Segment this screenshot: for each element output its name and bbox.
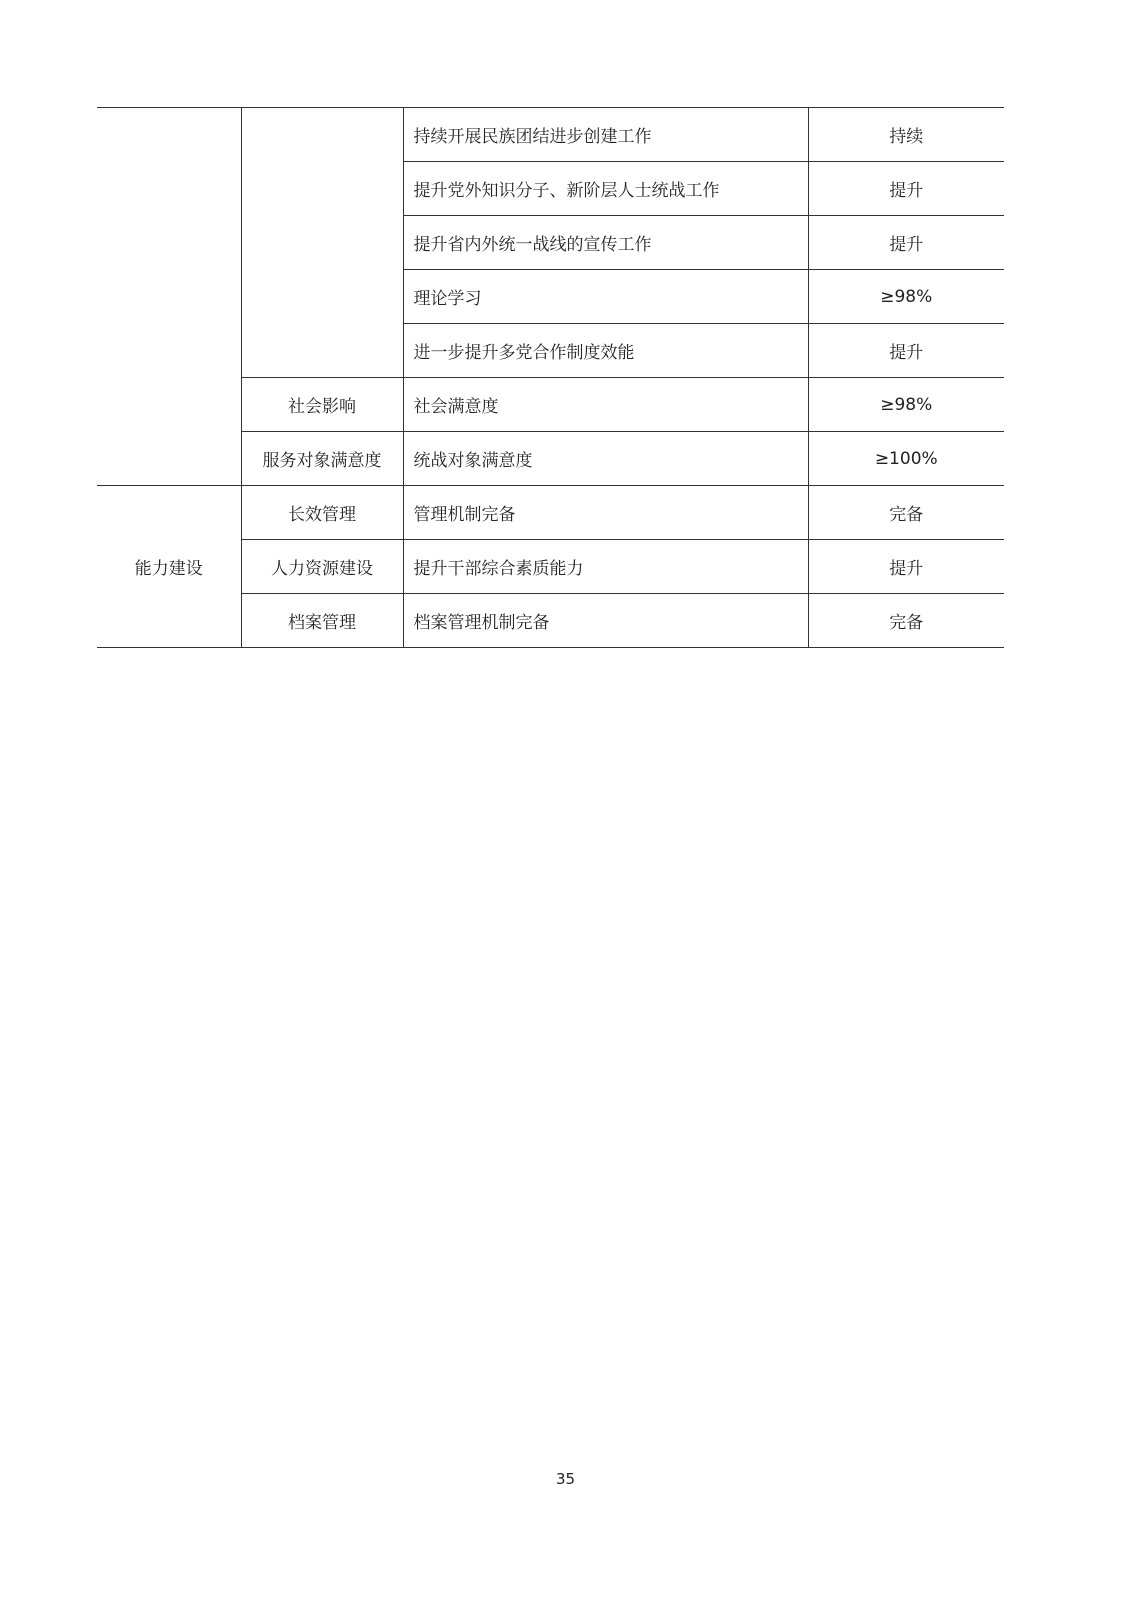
indicator-cell: 提升干部综合素质能力 xyxy=(403,540,808,594)
indicator-cell: 理论学习 xyxy=(403,270,808,324)
performance-indicator-table xyxy=(97,107,1004,648)
table-row xyxy=(97,486,1004,540)
indicator-cell: 提升党外知识分子、新阶层人士统战工作 xyxy=(403,162,808,216)
level2-cell: 社会影响 xyxy=(241,378,403,432)
target-cell: 提升 xyxy=(808,324,1004,378)
indicator-cell: 进一步提升多党合作制度效能 xyxy=(403,324,808,378)
level2-cell: 人力资源建设 xyxy=(241,540,403,594)
indicator-cell: 管理机制完备 xyxy=(403,486,808,540)
target-cell: 完备 xyxy=(808,594,1004,648)
target-cell: 提升 xyxy=(808,540,1004,594)
level2-cell: 长效管理 xyxy=(241,486,403,540)
target-cell: 提升 xyxy=(808,216,1004,270)
indicator-cell: 持续开展民族团结进步创建工作 xyxy=(403,108,808,162)
indicator-cell: 社会满意度 xyxy=(403,378,808,432)
target-cell: 持续 xyxy=(808,108,1004,162)
page-number: 35 xyxy=(555,1470,576,1488)
target-cell: 提升 xyxy=(808,162,1004,216)
indicator-cell: 统战对象满意度 xyxy=(403,432,808,486)
indicator-cell: 档案管理机制完备 xyxy=(403,594,808,648)
target-cell: ≥98% xyxy=(808,378,1004,432)
indicator-cell: 提升省内外统一战线的宣传工作 xyxy=(403,216,808,270)
level2-cell xyxy=(241,108,403,378)
level1-cell xyxy=(97,108,241,486)
level1-cell: 能力建设 xyxy=(97,486,241,648)
table-row xyxy=(97,108,1004,162)
level2-cell: 档案管理 xyxy=(241,594,403,648)
level2-cell: 服务对象满意度 xyxy=(241,432,403,486)
target-cell: 完备 xyxy=(808,486,1004,540)
target-cell: ≥100% xyxy=(808,432,1004,486)
target-cell: ≥98% xyxy=(808,270,1004,324)
